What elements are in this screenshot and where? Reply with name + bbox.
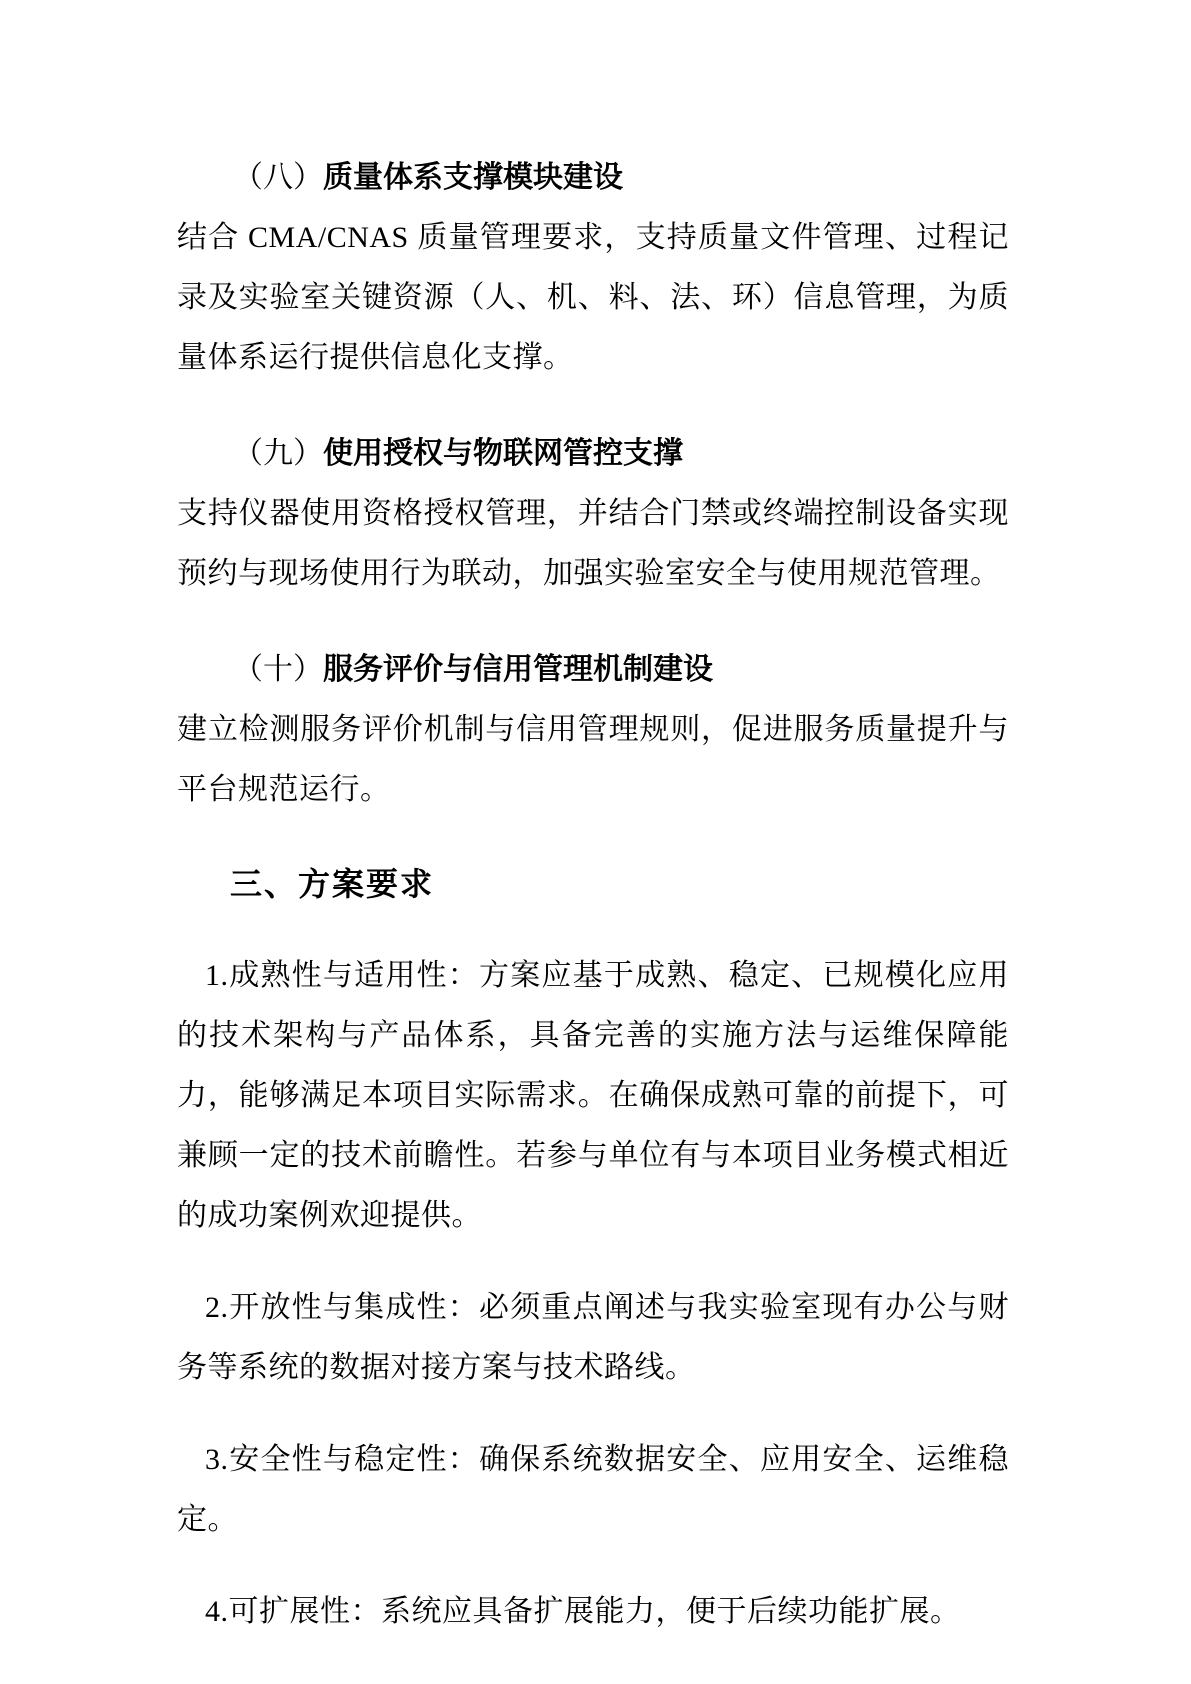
- requirement-item-3: 3.安全性与稳定性：确保系统数据安全、应用安全、运维稳定。: [177, 1443, 1009, 1536]
- section-9: [177, 424, 1009, 604]
- chapter-heading: 三、方案要求: [230, 866, 435, 902]
- section-8-body: 结合 CMA/CNAS 质量管理要求，支持质量文件管理、过程记录及实验室关键资源（人、机、料、法、环）信息管理，为质量体系运行提供信息化支撑。: [177, 221, 1009, 374]
- requirement-item-2: 2.开放性与集成性：必须重点阐述与我实验室现有办公与财务等系统的数据对接方案与技术路线。: [177, 1291, 1009, 1384]
- requirement-item-1: 1.成熟性与适用性：方案应基于成熟、稳定、已规模化应用的技术架构与产品体系，具备完善的实施方法与运维保障能力，能够满足本项目实际需求。在确保成熟可靠的前提下，可兼顾一定的技术前瞻性。若参与单位有与本项目业务模式相近的成功案例欢迎提供。: [177, 959, 1009, 1232]
- section-8-heading: [177, 148, 1009, 208]
- section-10-body: 建立检测服务评价机制与信用管理规则，促进服务质量提升与平台规范运行。: [177, 713, 1009, 806]
- section-9-heading-title: 使用授权与物联网管控支撑: [323, 437, 683, 470]
- section-8-heading-title: 质量体系支撑模块建设: [323, 161, 623, 194]
- requirement-item-4: 4.可扩展性：系统应具备扩展能力，便于后续功能扩展。: [205, 1595, 961, 1628]
- section-10: [177, 640, 1009, 820]
- section-8: [177, 148, 1009, 388]
- section-10-heading: [177, 640, 1009, 700]
- section-9-heading: [177, 424, 1009, 484]
- section-10-heading-prefix: （十）: [233, 653, 323, 686]
- section-9-heading-prefix: （九）: [233, 437, 323, 470]
- section-8-heading-prefix: （八）: [233, 161, 323, 194]
- section-10-heading-title: 服务评价与信用管理机制建设: [323, 653, 713, 686]
- section-9-body: 支持仪器使用资格授权管理，并结合门禁或终端控制设备实现预约与现场使用行为联动，加强实验室安全与使用规范管理。: [177, 497, 1009, 590]
